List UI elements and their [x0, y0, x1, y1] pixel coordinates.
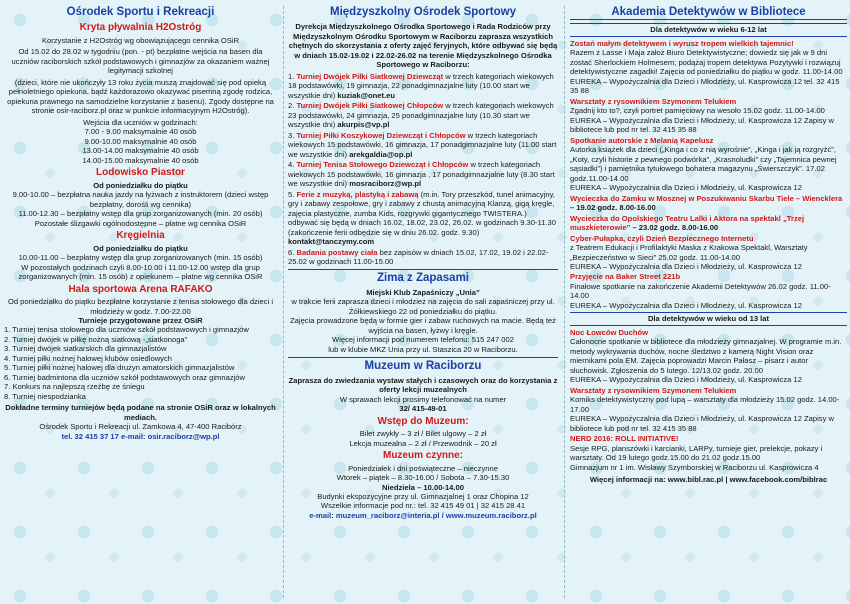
- list-item: [288, 248, 558, 267]
- list-item: [288, 160, 558, 188]
- museum-intro: Zaprasza do zwiedzania wystaw stałych i czasowych oraz do korzystania z oferty lekcji muzealnych: [288, 375, 558, 395]
- event-title: Cyber-Pułapka, czyli Dzień Bezpiecznego Internetu: [570, 233, 754, 243]
- museum-lessons: W sprawach lekcji prosimy telefonować na numer: [339, 394, 507, 404]
- pool-hour: 14.00-15.00 maksymalnie 40 osób: [82, 155, 199, 165]
- event-desc: Razem z Lasse i Maja założ Biuro Detektywistyczne; dowiedz się jak w 9 dni zostać Sherlockiem Holmesem; podążaj tropem detektywa Pozytywki i rozwiązuj detektywistyczne zagadki! Zajęcia od poniedziałku do piątku w godz. 11.00-14.00: [570, 48, 843, 77]
- library-title: Akademia Detektywów w Bibliotece: [570, 5, 847, 20]
- item-email[interactable]: kuziak@onet.eu: [337, 90, 395, 100]
- event-title: Noc Łowców Duchów: [570, 327, 649, 337]
- event-title: Przyjęcie na Baker Street 221b: [570, 272, 681, 282]
- list-item: [288, 101, 558, 129]
- pool-hour: 13.00-14.00 maksymalnie 40 osób: [82, 146, 199, 156]
- list-item: 5. Turniej piłki nożnej halowej dla drużyn amatorskich gimnazjalistów: [4, 363, 235, 373]
- osir-column: [4, 4, 277, 602]
- item-desc: w trzech kategoriach wiekowych 23 podstawówki, 24 gimnazja, 25 ponadgimnazjalne luty (10.30 start we wszystkie dni): [288, 101, 554, 130]
- pool-hours: [4, 127, 277, 165]
- item-number: 3.: [288, 130, 295, 140]
- item-number: 2.: [288, 101, 295, 111]
- item-desc: w trzech kategoriach wiekowych 15 podstawówki, 16 gimnazja, 17 ponadgimnazjalne luty (11.00 start we wszystkie dni): [288, 130, 557, 159]
- event-place: Gimnazjum nr 1 im. Wisławy Szymborskiej w Raciborzu ul. Kasprowicza 4: [570, 462, 819, 472]
- event-desc: Finałowe spotkanie na zakończenie Akademii Detektywów 26.02 godz. 11.00-14.00: [570, 281, 831, 301]
- item-number: 4.: [288, 160, 295, 170]
- item-title: Turniej Dwójek Piłki Siatkowej Chłopców: [296, 101, 444, 111]
- list-item: 8. Turniej niespodzianka: [4, 391, 86, 401]
- event-place: EUREKA – Wypożyczalnia dla Dzieci i Młodzieży, ul. Kasprowicza 12: [570, 262, 802, 271]
- pool-hours-intro: Wejścia dla uczniów w godzinach:: [83, 117, 198, 127]
- wrestling-club: Miejski Klub Zapaśniczy „Unia”: [366, 287, 480, 297]
- pool-pricing: Korzystanie z H2Ostróg wg obowiązującego cennika OSiR: [41, 35, 240, 45]
- event-place: EUREKA – Wypożyczalnia dla Dzieci i Młodzieży, ul. Kasprowicza 12: [570, 375, 802, 385]
- list-item: 4. Turniej piłki nożnej halowej klubów osiedlowych: [4, 353, 172, 363]
- rink-line: 11.00-12.30 – bezpłatny wstęp dla grup zorganizowanych (min. 20 osób): [18, 209, 263, 219]
- event-desc: – 19.02 godz. 8.00-16.00: [570, 203, 656, 213]
- museum-email[interactable]: e-mail: muzeum_raciborz@interia.pl / www.muzeum.raciborz.pl: [309, 510, 537, 520]
- osir-title: Ośrodek Sportu i Rekreacji: [66, 6, 215, 18]
- age-group-13-plus: Dla detektywów w wieku od 13 lat: [570, 312, 847, 325]
- item-title: Turniej Dwójek Piłki Siatkowej Dziewcząt: [296, 71, 444, 81]
- item-number: 5.: [288, 189, 295, 199]
- osir-contact[interactable]: tel. 32 415 37 17 e-mail: osir.raciborz@wp.pl: [61, 431, 220, 441]
- event-place: EUREKA – Wypożyczalnia dla Dzieci i Młodzieży, ul. Kasprowicza 12 tel. 32 415 35 88: [570, 76, 840, 96]
- mos-column: [288, 4, 558, 602]
- event-title: Wycieczka do Zamku w Mosznej w Poszukiwaniu Skarbu Tiele – Wiencklera: [570, 193, 843, 203]
- event: [570, 234, 847, 272]
- item-number: 6.: [288, 247, 295, 257]
- bowling-line: 10.00-11.00 – bezpłatny wstęp dla grup zorganizowanych (min. 15 osób): [18, 253, 263, 263]
- event: [570, 434, 847, 472]
- museum-open-title: Muzeum czynne:: [382, 450, 463, 462]
- library-column: [570, 4, 847, 602]
- tournament-list: [4, 325, 277, 401]
- pool-hour: 9.00-10.00 maksymalnie 40 osób: [84, 136, 197, 146]
- pool-hour: 7.00 - 9.00 maksymalnie 40 osób: [84, 127, 197, 137]
- age-group-6-12: Dla detektywów w wieku 6-12 lat: [570, 23, 847, 36]
- event: [570, 272, 847, 310]
- event-place: EUREKA – Wypożyczalnia dla Dzieci i Młodzieży, ul. Kasprowicza 12 Zapisy w bibliotece lub pod nr tel. 32 415 35 88: [570, 414, 834, 433]
- bowling-title: Kręgielnia: [116, 230, 165, 242]
- bowling-line: W pozostałych godzinach czyli 8.00-10.00 i 11.00-12.00 wstęp dla grup zorganizowanych (min. 15 osób) z opiekunem – płatne wg cennika OSiR: [18, 262, 263, 282]
- item-email[interactable]: akurpis@vp.pl: [337, 120, 390, 130]
- event-title: NERD 2016: ROLL INITIATIVE!: [570, 434, 679, 444]
- arena-line: Od poniedziałku do piątku bezpłatne korzystanie z tenisa stołowego dla dzieci i młodzieży w godz. 7.00-22.00: [7, 297, 274, 316]
- wrestling-line: Zajęcia prowadzone będą w formie gier i zabaw ruchowych na macie. Będą też wyjścia na basen, łyżwy i kręgle.: [290, 316, 556, 335]
- museum-entry-title: Wstęp do Muzeum:: [377, 415, 469, 427]
- museum-title: Muzeum w Raciborzu: [288, 357, 558, 373]
- list-item: 3. Turniej dwójek siatkarskich dla gimnazjalistów: [4, 344, 167, 354]
- rink-line: 9.00-10.00 – bezpłatna nauka jazdy na łyżwach z instruktorem (dzieci wstęp bezpłatny, dorośli wg cennika): [12, 190, 269, 209]
- museum-entry: Lekcja muzealna – 2 zł / Przewodnik – 20 zł: [349, 438, 497, 448]
- list-item: [288, 190, 558, 247]
- event-title: Zostań małym detektywem i wyrusz tropem wielkich tajemnic!: [570, 38, 794, 48]
- museum-entry: Bilet zwykły – 3 zł / Bilet ulgowy – 2 zł: [359, 429, 487, 439]
- event: [570, 214, 847, 233]
- event: [570, 39, 847, 96]
- pool-consent: (dzieci, które nie ukończyły 13 roku życia muszą znajdować się pod opieką pełnoletniego opiekuna, bądź każdorazowo okazywać pisemną zgodę rodzica, opiekuna prawnego na samodzielne korzystanie z basenu). Zgody dostępne na stronie osir-raciborz.pl oraz w punkcie informacyjnym H2Ostróg).: [7, 77, 274, 116]
- mos-title: Międzyszkolny Ośrodek Sportowy: [330, 6, 516, 18]
- event: [570, 328, 847, 385]
- item-number: 1.: [288, 71, 295, 81]
- event-title: Wycieczka do Opolskiego Teatru Lalki i Aktora na spektakl „Trzej muszkieterowie”: [570, 213, 805, 233]
- item-email[interactable]: kontakt@tanczymy.com: [288, 237, 375, 247]
- list-item: 1. Turniej tenisa stołowego dla uczniów szkół podstawowych i gimnazjów: [4, 325, 249, 335]
- event-place: EUREKA – Wypożyczalnia dla Dzieci i Młodzieży, ul. Kasprowicza 12: [570, 300, 802, 310]
- osir-address: Ośrodek Sportu i Rekreacji ul. Zamkowa 4, 47-400 Racibórz: [39, 422, 242, 432]
- event-title: Warsztaty z rysownikiem Szymonem Telukiem: [570, 385, 737, 395]
- event-desc: – 23.02 godz. 8.00-16.00: [630, 223, 719, 233]
- item-email[interactable]: mosraciborz@wp.pl: [349, 179, 422, 189]
- bowling-days: Od poniedziałku do piątku: [93, 243, 188, 253]
- mos-items: [288, 72, 558, 267]
- event: [570, 136, 847, 193]
- event-desc: Zgadnij kto to?, czyli portret pamięciowy na wesoło 15.02 godz. 11.00-14.00: [570, 106, 825, 116]
- item-desc: w trzech kategoriach wiekowych 15 podstawówki, 16 gimnazja , 17 ponadgimnazjalne luty (8.30 start we wszystkie dni): [288, 160, 555, 189]
- list-item: 6. Turniej badmintona dla uczniów szkół podstawowych oraz gimnazjów: [4, 372, 246, 382]
- wrestling-line: w trakcie ferii zaprasza dzieci i młodzież na zajęcia do sali zapaśniczej przy ul. Żółkiewskiego 22 od poniedziałku do piątku.: [291, 297, 555, 316]
- library-footer-links[interactable]: Więcej informacji na: www.bibl.rac.pl | www.facebook.com/biblrac: [589, 475, 828, 485]
- event-desc: z Teatrem Edukacji i Profilaktyki Maska z Krakowa Spektakl, Warsztaty „Bezpieczeństwo w Sieci” 25.02 godz. 11.00-14.00: [570, 243, 808, 262]
- museum-more: Wszelkie informacje pod nr.: tel. 32 415 49 01 | 32 415 28 41: [320, 501, 526, 511]
- item-desc: bez zapisów w dniach 15.02, 17.02, 19.02 i 22.02-25.02 w godzinach 11.00-15.00: [288, 247, 549, 266]
- wrestling-phone: Więcej informacji pod numerem telefonu: 515 247 002: [332, 335, 514, 345]
- museum-open: Niedziela – 10.00-14.00: [382, 482, 464, 492]
- rink-days: Od poniedziałku do piątku: [93, 180, 188, 190]
- wrestling-line: lub w klubie MKZ Unia przy ul. Staszica 20 w Raciborzu.: [328, 344, 518, 354]
- item-title: Badania postawy ciała: [296, 247, 378, 257]
- event-title: Warsztaty z rysownikiem Szymonem Telukiem: [570, 96, 737, 106]
- item-title: Turniej Tenisa Stołowego Dziewcząt i Chłopców: [296, 160, 469, 170]
- list-item: [288, 131, 558, 159]
- tournaments-title: Turnieje przygotowane przez OSiR: [78, 316, 203, 325]
- wrestling-title: Zima z Zapasami: [288, 269, 558, 285]
- list-item: [288, 72, 558, 100]
- item-desc: (m.in. Tory przeszkód, tunel animacyjny, gry i zabawy zespołowe, gry i zabawy z chustą animacyjną Klanzą, gigą kręgle, zajęcia plastyczne, zumba Kids, rozgrywki gigantycznego TWISTERA.) odbywać się będą w dniach 16.02, 18.02, 23.02, 26.02. w godzinach 9.30-11.30 (zakończenie ferii odbędzie się w dniu 26.02. godz. 9.30): [288, 189, 556, 237]
- tournament-dates: Dokładne terminy turniejów będą podane na stronie OSiR oraz w lokalnych mediach.: [5, 403, 276, 422]
- event: [570, 386, 847, 433]
- item-desc: w trzech kategoriach wiekowych 18 podstawówki, 19 gimnazja, 22 ponadgimnazjalne luty (10.00 start we wszystkie dni): [288, 71, 554, 100]
- event-desc: Całonocne spotkanie w bibliotece dla młodzieży gimnazjalnej. W programie m.in. metody wykrywania duchów, nocne śledztwo z kamerą Night Vision oraz miernikami pola EM. Zajęcia poprowadzi Marcin Pałasz – pisarz i autor słuchowisk. Zgłoszenia do 5 lutego. 12/13.02 godz. 20.00: [570, 337, 842, 375]
- event-place: EUREKA – Wypożyczalnia dla Dzieci i Młodzieży, ul. Kasprowicza 12: [570, 183, 802, 193]
- rink-line: Pozostałe ślizgawki ogólnodostępne – płatne wg cennika OSiR: [34, 218, 247, 228]
- event-desc: Autorka książek dla dzieci („Kinga i co z nią wyrośnie”, „Kinga i jak ją rozgryźć”, „Koty, czyli historie z pewnego podwórka”, „Krasnoludki” czy „Tajemnica pewnej sąsiadki”) i pamiętnika tytułowego bohatera magazynu „Świerszczyk”. 17.02 godz.11.00-14.00: [570, 145, 837, 183]
- event-title: Spotkanie autorskie z Melanią Kapelusz: [570, 135, 714, 145]
- arena-title: Hala sportowa Arena RAFAKO: [68, 283, 213, 295]
- pool-free-entry: Od 15.02 do 28.02 w tygodniu (pon. - pt) bezpłatne wejścia na basen dla uczniów raciborskich szkół podstawowych i gimnazjów za okazaniem ważnej legitymacji szkolnej: [11, 47, 270, 76]
- mos-intro: Dyrekcja Międzyszkolnego Ośrodka Sportowego i Rada Rodziców przy Międzyszkolnym Ośrodku Sportowym w Raciborzu zaprasza wszystkich chętnych do skorzystania z oferty zajęć feryjnych, które odbywać się będą w dniach 15.02-19.02 i 22.02-26.02 na terenie Międzyszkolnego Ośrodka Sportowego w Raciborzu:: [288, 22, 558, 70]
- list-item: 2. Turniej dwójek w piłkę nożną siatkową -„siatkonoga”: [4, 334, 188, 344]
- list-item: 7. Konkurs na najlepszą rzeźbę ze śniegu: [4, 382, 145, 392]
- event: [570, 194, 847, 213]
- item-title: Turniej Piłki Koszykowej Dziewcząt i Chłopców: [296, 130, 466, 140]
- rink-title: Lodowisko Piastor: [96, 167, 185, 179]
- museum-phone: 32/ 415-49-01: [399, 404, 447, 414]
- museum-open: Poniedziałek i dni poświąteczne – nieczynne: [348, 463, 498, 473]
- event-desc: Komiks detektywistyczny pod lupą – warsztaty dla młodzieży 15.02 godz. 14.00-17.00: [570, 395, 840, 414]
- event-desc: Sesje RPG, planszówki i karcianki, LARPy, turnieje gier, prelekcje, pokazy i warsztaty. Od 19 lutego godz.15.00 do 21.02 godz.15.00: [570, 443, 823, 463]
- museum-open: Wtorek – piątek – 8.30-16.00 / Sobota – 7.30-15.30: [336, 473, 510, 483]
- item-title: Ferie z muzyką, plastyką i zabawą: [296, 189, 419, 199]
- museum-address: Budynki ekspozycyjne przy ul. Gimnazjalnej 1 oraz Chopina 12: [317, 491, 529, 501]
- pool-title: Kryta pływalnia H2Ostróg: [79, 22, 202, 34]
- event: [570, 97, 847, 135]
- event-place: EUREKA – Wypożyczalnia dla Dzieci i Młodzieży, ul. Kasprowicza 12 Zapisy w bibliotece lub pod nr tel. 32 415 35 88: [570, 115, 834, 135]
- item-email[interactable]: arekgaldia@op.pl: [349, 149, 413, 159]
